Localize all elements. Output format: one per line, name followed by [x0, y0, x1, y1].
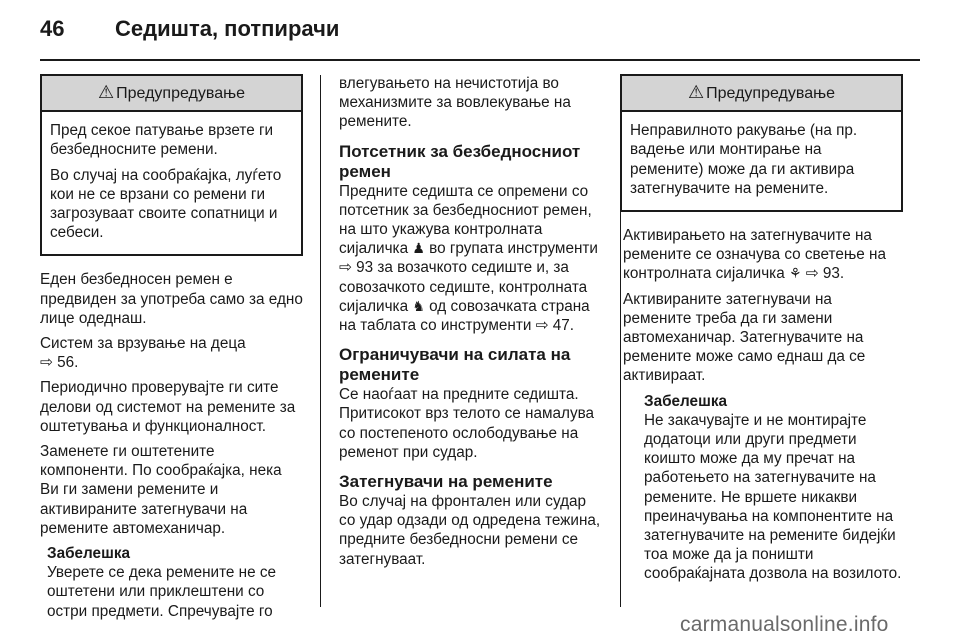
warning-icon: ⚠	[688, 82, 705, 102]
column-divider	[320, 75, 321, 607]
header-rule	[40, 59, 920, 61]
note	[620, 392, 903, 584]
warning-body	[622, 112, 901, 210]
page-reference[interactable]	[40, 354, 78, 371]
seatbelt-warning-icon: ♟	[412, 240, 425, 257]
ref-arrow-icon: ⇨	[805, 265, 819, 283]
note-text: Уверете се дека ремените не се оштетени или приклештени со остри предмети. Спречувајте го	[47, 564, 277, 620]
note-title: Забелешка	[644, 392, 727, 410]
warning-box	[40, 74, 303, 256]
warning-text: Во случај на сообраќајка, луѓето кои не се врзани со ремени ги загрозуваат своите сопатници и себеси.	[50, 166, 282, 242]
paragraph: влегувањето на нечистотија во механизмите за вовлекување на ремените.	[339, 75, 571, 131]
paragraph: Заменете ги оштетените компоненти. По сообраќајка, нека Ви ги замени ремените и активираните затегнувачи на ремените автомеханичар.	[40, 443, 282, 537]
pretensioner-icon: ⚘	[788, 265, 802, 282]
note-title: Забелешка	[47, 545, 130, 563]
warning-body	[42, 112, 301, 254]
section-heading: Потсетник за безбедносниот ремен	[339, 141, 581, 181]
warning-title: Предупредување	[116, 85, 245, 102]
watermark: carmanualsonline.info	[680, 613, 889, 636]
paragraph-text: од совозачката страна на таблата со инструменти	[339, 297, 590, 335]
note	[40, 544, 303, 621]
ref-arrow-icon: ⇨	[40, 354, 53, 372]
paragraph-text: Предните седишта се опремени со потсетник за безбедносниот ремен, на што укажува контролната сијаличка	[339, 182, 592, 258]
paragraph	[40, 334, 303, 372]
paragraph-text: Активирањето на затегнувачите на ремените се означува со светење на контролната сијаличка	[623, 227, 886, 283]
paragraph: Се наоѓаат на предните седишта. Притисокот врз телото се намалува со постепеното ослободување на ременот при судар.	[339, 386, 595, 461]
ref-page: 93 за	[356, 259, 393, 277]
paragraph-text: во групата инструменти	[429, 240, 598, 258]
warning-text: Пред секое патување врзете ги безбедносните ремени.	[50, 122, 274, 159]
passenger-seatbelt-icon: ♞	[412, 297, 425, 314]
paragraph-text: Систем за врзување на деца	[40, 335, 246, 353]
page-reference[interactable]	[806, 265, 844, 282]
paragraph: Еден безбедносен ремен е предвиден за употреба само за едно лице одеднаш.	[40, 271, 303, 327]
page-reference[interactable]	[339, 259, 393, 276]
warning-text: Неправилното ракување (на пр. вадење или монтирање на ремените) може да ги активира затегнувачите на ремените.	[630, 122, 858, 197]
column-2	[339, 74, 605, 575]
column-body	[620, 226, 903, 386]
paragraph: Периодично проверувајте ги сите делови од системот на ремените за оштетувања и функционалност.	[40, 379, 296, 435]
page-number: 46	[40, 16, 65, 41]
warning-box	[620, 74, 903, 212]
section-heading: Ограничувачи на силата на ремените	[339, 345, 571, 385]
section-heading: Затегнувачи на ремените	[339, 472, 553, 492]
paragraph	[339, 182, 605, 336]
column-3	[620, 74, 903, 584]
paragraph	[623, 226, 903, 284]
warning-title: Предупредување	[706, 85, 835, 102]
note-text: Не закачувајте и не монтирајте додатоци или други предмети коишто може да му пречат на работењето на затегнувачите на ремените. Не вршете никакви преиначувања на компонентите на затегнувачите на ремените бидејќи тоа може да ја поништи сообраќајната дозвола на возилото.	[644, 411, 902, 583]
paragraph: Активираните затегнувачи на ремените треба да ги замени автомеханичар. Затегнувачите на ремените може само еднаш да се активираат.	[623, 290, 866, 385]
warning-header	[622, 76, 901, 112]
page-title: Седишта, потпирачи	[115, 16, 340, 41]
ref-page: 93.	[822, 265, 845, 283]
ref-page: 47.	[552, 317, 574, 335]
column-1	[40, 74, 303, 621]
paragraph-text: возачкото седиште и, за совозачкото седиште, контролната сијаличка	[339, 259, 588, 315]
ref-arrow-icon: ⇨	[339, 259, 352, 277]
warning-icon: ⚠	[98, 82, 115, 102]
page-reference[interactable]	[536, 317, 574, 334]
ref-arrow-icon: ⇨	[535, 317, 549, 335]
warning-header	[42, 76, 301, 112]
ref-page: 56.	[57, 354, 79, 372]
paragraph: Во случај на фронтален или судар со удар одзади од одредена тежина, предните безбедносни ремени се затегнуваат.	[339, 493, 601, 568]
